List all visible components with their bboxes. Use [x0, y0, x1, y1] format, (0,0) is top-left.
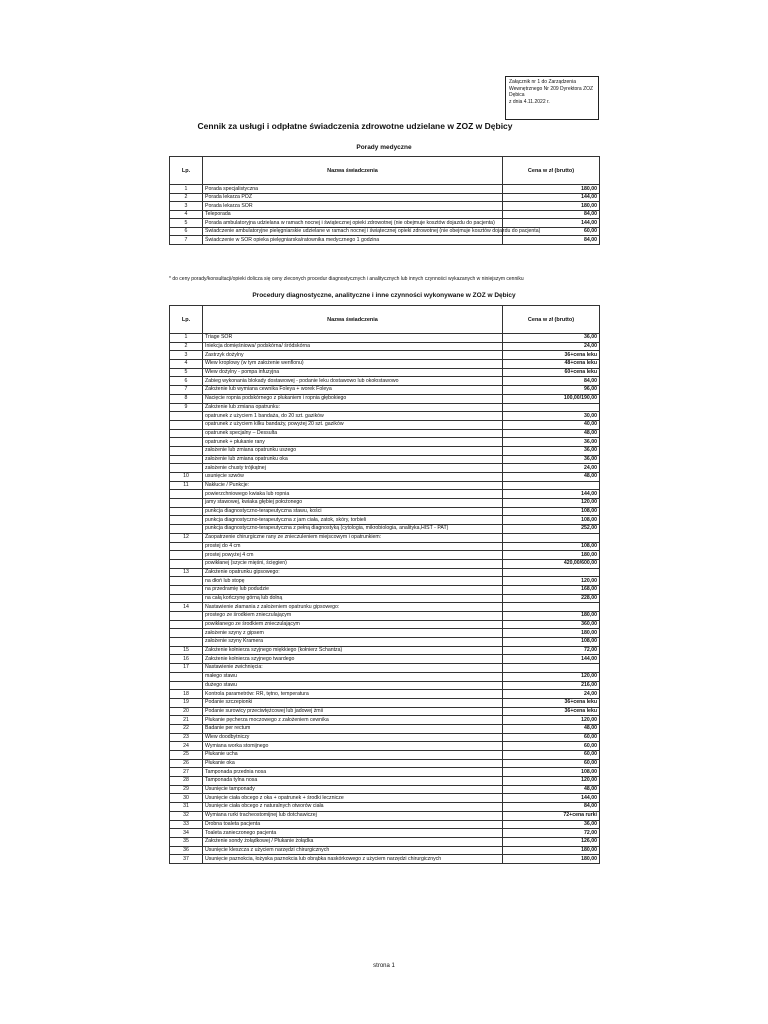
table-row — [170, 420, 600, 429]
row-price: 60,00 — [503, 227, 600, 236]
row-price: 144,00 — [503, 490, 600, 499]
section1-note: * do ceny porady/konsultacji/opieki dolicza się ceny zleconych procedur diagnostycznych i analitycznych lub innych czynności wykazanych w niniejszym cenniku — [169, 276, 524, 282]
table-row — [170, 794, 600, 803]
row-name: powikłanego ze środkiem znieczulającym — [203, 620, 503, 629]
row-lp: 20 — [170, 707, 203, 716]
row-lp: 12 — [170, 533, 203, 542]
row-name: Nakłucie / Punkcje: — [203, 481, 503, 490]
col-header-name: Nazwa świadczenia — [203, 306, 503, 334]
row-lp: 2 — [170, 342, 203, 351]
table-row — [170, 193, 600, 202]
row-price: 48,00 — [503, 473, 600, 482]
row-lp: 23 — [170, 733, 203, 742]
table-row — [170, 516, 600, 525]
table-row — [170, 655, 600, 664]
row-name: Wymiana worka stomijnego — [203, 742, 503, 751]
row-lp: 36 — [170, 846, 203, 855]
row-name: Płukanie pęcherza moczowego z założeniem cewnika — [203, 716, 503, 725]
row-name: punkcja diagnostyczno-terapeutyczna stawu, kości — [203, 507, 503, 516]
row-lp — [170, 629, 203, 638]
row-name: Założenie lub wymiana cewnika Foleya + worek Foleya — [203, 386, 503, 395]
procedures-table-body — [170, 334, 600, 864]
row-price: 108,00 — [503, 768, 600, 777]
row-name: opatrunek specjalny – Dessulta — [203, 429, 503, 438]
row-price: 24,00 — [503, 342, 600, 351]
row-lp: 4 — [170, 210, 203, 219]
row-lp: 5 — [170, 219, 203, 228]
row-price: 48,00 — [503, 785, 600, 794]
table-row — [170, 525, 600, 534]
row-lp — [170, 672, 203, 681]
row-lp — [170, 490, 203, 499]
row-price: 36,00 — [503, 446, 600, 455]
row-name: Usunięcie tamponady — [203, 785, 503, 794]
row-name: Wlew dożylny - pompa infuzyjna — [203, 368, 503, 377]
row-lp — [170, 438, 203, 447]
table-row — [170, 342, 600, 351]
row-price: 84,00 — [503, 803, 600, 812]
row-lp — [170, 455, 203, 464]
row-price: 126,00 — [503, 837, 600, 846]
row-name: Założenie lub zmiana opatrunku: — [203, 403, 503, 412]
row-name: Nastawienie złamania z założeniem opatrunku gipsowego: — [203, 603, 503, 612]
row-name: Usunięcie kleszcza z użyciem narzędzi chirurgicznych — [203, 846, 503, 855]
row-price: 48,00 — [503, 724, 600, 733]
row-lp — [170, 585, 203, 594]
row-lp: 17 — [170, 664, 203, 673]
row-price: 36,00 — [503, 820, 600, 829]
row-lp — [170, 551, 203, 560]
row-price — [503, 664, 600, 673]
row-lp: 7 — [170, 386, 203, 395]
table-row — [170, 533, 600, 542]
row-lp: 32 — [170, 811, 203, 820]
row-name: Porada ambulatoryjna udzielana w ramach nocnej i świątecznej opieki zdrowotnej (nie obejmuje kosztów dojazdu do pacjenta) — [203, 219, 503, 228]
row-lp — [170, 525, 203, 534]
row-name: Wymiana rurki tracheostomijnej lub dotchawiczej — [203, 811, 503, 820]
table-row — [170, 837, 600, 846]
row-name: Badanie per rectum — [203, 724, 503, 733]
table-row — [170, 334, 600, 343]
row-price: 108,00 — [503, 542, 600, 551]
attachment-box — [505, 76, 599, 120]
row-price: 100,00/190,00 — [503, 394, 600, 403]
row-lp: 8 — [170, 394, 203, 403]
row-name: Założenie opatrunku gipsowego: — [203, 568, 503, 577]
row-name: Nacięcie ropnia podskórnego z płukaniem i ropnia głębokiego — [203, 394, 503, 403]
row-price: 24,00 — [503, 464, 600, 473]
table-row — [170, 759, 600, 768]
table-row — [170, 724, 600, 733]
row-name: Drobna toaleta pacjenta — [203, 820, 503, 829]
row-price — [503, 481, 600, 490]
row-lp: 15 — [170, 646, 203, 655]
row-name: opatrunek + płukanie rany — [203, 438, 503, 447]
row-name: Usunięcie paznokcia, łożyska paznokcia lub obrąbka naskórkowego z użyciem narzędzi chirurgicznych — [203, 855, 503, 864]
row-lp: 5 — [170, 368, 203, 377]
table-row — [170, 236, 600, 245]
row-lp: 31 — [170, 803, 203, 812]
row-price: 120,00 — [503, 577, 600, 586]
row-name: na przedramię lub podudzie — [203, 585, 503, 594]
row-price: 36+cena leku — [503, 351, 600, 360]
table-row — [170, 811, 600, 820]
row-name: Porada lekarza SOR — [203, 202, 503, 211]
row-lp: 26 — [170, 759, 203, 768]
row-lp — [170, 681, 203, 690]
row-price: 36,00 — [503, 438, 600, 447]
row-lp: 21 — [170, 716, 203, 725]
row-lp: 34 — [170, 829, 203, 838]
row-name: Płukanie ucha — [203, 751, 503, 760]
row-name: Kontrola parametrów: RR, tętno, temperatura — [203, 690, 503, 699]
row-lp: 13 — [170, 568, 203, 577]
row-name: Zabieg wykonania blokady dostawowej - podanie leku dostawowo lub okołostawowo — [203, 377, 503, 386]
row-price: 72+cena rurki — [503, 811, 600, 820]
row-lp: 24 — [170, 742, 203, 751]
row-price: 36+cena leku — [503, 707, 600, 716]
row-name: opatrunek z użyciem 1 bandaża, do 20 szt. gazików — [203, 412, 503, 421]
row-price: 36,00 — [503, 455, 600, 464]
row-price: 180,00 — [503, 185, 600, 194]
row-lp — [170, 499, 203, 508]
table-row — [170, 219, 600, 228]
col-header-name: Nazwa świadczenia — [203, 157, 503, 185]
row-name: założenie szyny Kramera — [203, 638, 503, 647]
table-row — [170, 542, 600, 551]
section1-heading: Porady medyczne — [356, 144, 412, 151]
row-price: 120,00 — [503, 672, 600, 681]
row-price: 228,00 — [503, 594, 600, 603]
row-price — [503, 533, 600, 542]
row-lp: 33 — [170, 820, 203, 829]
row-name: Założenie sondy żołądkowej / Płukanie żołądka — [203, 837, 503, 846]
row-lp: 30 — [170, 794, 203, 803]
row-lp — [170, 507, 203, 516]
row-name: Założenie kołnierza szyjnego miękkiego (kołnierz Schantza) — [203, 646, 503, 655]
row-name: punkcja diagnostyczno-terapeutyczna z pełną diagnostyką (cytologia, mikrobiologia, analityka,HIST - PAT) — [203, 525, 503, 534]
row-name: założenie lub zmiana opatrunku oka — [203, 455, 503, 464]
row-price: 84,00 — [503, 210, 600, 219]
table-row — [170, 681, 600, 690]
table-row — [170, 351, 600, 360]
table-row — [170, 803, 600, 812]
row-lp: 4 — [170, 360, 203, 369]
table-row — [170, 438, 600, 447]
table-row — [170, 507, 600, 516]
table-row — [170, 629, 600, 638]
row-lp: 11 — [170, 481, 203, 490]
table-row — [170, 559, 600, 568]
table-row — [170, 751, 600, 760]
row-lp: 37 — [170, 855, 203, 864]
row-price: 120,00 — [503, 777, 600, 786]
table-row — [170, 698, 600, 707]
row-name: usunięcie szwów — [203, 473, 503, 482]
table-row — [170, 499, 600, 508]
row-lp — [170, 464, 203, 473]
consultation-table-body — [170, 185, 600, 245]
row-name: Założenie kołnierza szyjnego twardego — [203, 655, 503, 664]
row-price: 84,00 — [503, 377, 600, 386]
row-price: 84,00 — [503, 236, 600, 245]
row-name: Teleporada — [203, 210, 503, 219]
row-lp — [170, 559, 203, 568]
row-name: Wlew kroplowy (w tym założenie wenflonu) — [203, 360, 503, 369]
row-name: jamy stawowej, kwiaka głębiej położonego — [203, 499, 503, 508]
row-name: założenie lub zmiana opatrunku uszego — [203, 446, 503, 455]
col-header-lp: Lp. — [170, 306, 203, 334]
row-lp: 27 — [170, 768, 203, 777]
table-row — [170, 846, 600, 855]
row-name: prostego ze środkiem znieczulającym — [203, 612, 503, 621]
col-header-price: Cena w zł (brutto) — [503, 157, 600, 185]
row-name: Usunięcie ciała obcego z oka + opatrunek + środki lecznicze — [203, 794, 503, 803]
table-row — [170, 568, 600, 577]
row-lp — [170, 638, 203, 647]
row-name: Iniekcja domięśniowa/ podskórna/ śródskórna — [203, 342, 503, 351]
row-lp: 18 — [170, 690, 203, 699]
table-row — [170, 464, 600, 473]
row-name: powikłanej (szycie mięśni, ścięgien) — [203, 559, 503, 568]
table-row — [170, 577, 600, 586]
row-lp — [170, 542, 203, 551]
row-lp — [170, 612, 203, 621]
row-lp — [170, 429, 203, 438]
table-row — [170, 785, 600, 794]
row-price: 180,00 — [503, 855, 600, 864]
row-price: 60,00 — [503, 759, 600, 768]
row-lp: 2 — [170, 193, 203, 202]
table-row — [170, 394, 600, 403]
row-name: Podanie surowicy przeciwtężcowej lub jadowej żmii — [203, 707, 503, 716]
table-row — [170, 707, 600, 716]
row-lp: 3 — [170, 202, 203, 211]
table-row — [170, 672, 600, 681]
row-name: punkcja diagnostyczno-terapeutyczna z jam ciała, zatok, skóry, torbieli — [203, 516, 503, 525]
row-name: Zaopatrzenie chirurgiczne rany ze znieczuleniem miejscowym i opatrunkiem: — [203, 533, 503, 542]
row-lp: 3 — [170, 351, 203, 360]
table-row — [170, 638, 600, 647]
table-row — [170, 368, 600, 377]
row-price — [503, 403, 600, 412]
row-lp — [170, 420, 203, 429]
row-lp: 1 — [170, 334, 203, 343]
row-lp: 25 — [170, 751, 203, 760]
row-lp: 35 — [170, 837, 203, 846]
row-price: 180,00 — [503, 612, 600, 621]
attachment-line: z dnia 4.11.2022 r. — [509, 98, 550, 105]
table-row — [170, 646, 600, 655]
row-price: 144,00 — [503, 219, 600, 228]
row-price: 180,00 — [503, 202, 600, 211]
table-row — [170, 585, 600, 594]
row-price: 144,00 — [503, 794, 600, 803]
row-lp: 14 — [170, 603, 203, 612]
row-name: Tamponada tylna nosa — [203, 777, 503, 786]
row-name: prostej do 4 cm — [203, 542, 503, 551]
row-price: 144,00 — [503, 655, 600, 664]
table-row — [170, 551, 600, 560]
row-name: założenie chusty trójkątnej — [203, 464, 503, 473]
row-price: 60,00 — [503, 733, 600, 742]
row-lp — [170, 446, 203, 455]
row-name: Tamponada przednia nosa — [203, 768, 503, 777]
row-name: Podanie szczepionki — [203, 698, 503, 707]
row-lp: 22 — [170, 724, 203, 733]
table-row — [170, 412, 600, 421]
row-price: 144,00 — [503, 193, 600, 202]
table-row — [170, 490, 600, 499]
row-lp: 7 — [170, 236, 203, 245]
row-lp: 6 — [170, 227, 203, 236]
row-lp — [170, 594, 203, 603]
row-lp — [170, 577, 203, 586]
row-price: 60+cena leku — [503, 368, 600, 377]
consultation-table — [169, 156, 600, 245]
row-name: Świadczenie ambulatoryjne pielęgniarskie udzielane w ramach nocnej i świątecznej opieki zdrowotnej (nie obejmuje kosztów dojazdu do pacjenta) — [203, 227, 503, 236]
row-price: 180,00 — [503, 629, 600, 638]
row-price: 180,00 — [503, 846, 600, 855]
document-title: Cennik za usługi i odpłatne świadczenia zdrowotne udzielane w ZOZ w Dębicy — [197, 121, 513, 131]
table-row — [170, 446, 600, 455]
row-lp: 28 — [170, 777, 203, 786]
row-name: prostej powyżej 4 cm — [203, 551, 503, 560]
procedures-table — [169, 305, 600, 864]
row-name: Toaleta zanieczonego pacjenta — [203, 829, 503, 838]
row-lp: 9 — [170, 403, 203, 412]
attachment-line: Załącznik nr 1 do Zarządzenia — [509, 79, 576, 85]
row-name: Zastrzyk dożylny — [203, 351, 503, 360]
table-row — [170, 210, 600, 219]
row-price: 216,00 — [503, 681, 600, 690]
row-price: 252,00 — [503, 525, 600, 534]
section2-heading: Procedury diagnostyczne, analityczne i inne czynności wykonywane w ZOZ w Dębicy — [252, 292, 516, 299]
row-price: 96,00 — [503, 386, 600, 395]
row-price: 168,00 — [503, 585, 600, 594]
table-row — [170, 429, 600, 438]
table-row — [170, 603, 600, 612]
row-name: Wlew doodbytniczy — [203, 733, 503, 742]
row-lp: 10 — [170, 473, 203, 482]
row-name: Nastawienie zwichnięcia: — [203, 664, 503, 673]
row-price: 40,00 — [503, 420, 600, 429]
col-header-price: Cena w zł (brutto) — [503, 306, 600, 334]
row-price: 108,00 — [503, 638, 600, 647]
row-lp — [170, 620, 203, 629]
row-price: 24,00 — [503, 690, 600, 699]
row-price: 36,00 — [503, 334, 600, 343]
table-row — [170, 377, 600, 386]
row-price: 108,00 — [503, 507, 600, 516]
row-name: małego stawu — [203, 672, 503, 681]
row-price: 48+cena leku — [503, 360, 600, 369]
attachment-line: Wewnętrznego Nr 209 Dyrektora ZOZ Dębica — [509, 85, 594, 98]
table-row — [170, 855, 600, 864]
row-price: 30,00 — [503, 412, 600, 421]
table-row — [170, 733, 600, 742]
table-row — [170, 386, 600, 395]
row-price: 420,00/600,00 — [503, 559, 600, 568]
row-name: Porada specjalistyczna — [203, 185, 503, 194]
table-row — [170, 227, 600, 236]
row-name: Płukanie oka — [203, 759, 503, 768]
row-price: 60,00 — [503, 742, 600, 751]
table-row — [170, 481, 600, 490]
table-row — [170, 360, 600, 369]
row-name: Świadczenie w SOR opieka pielęgniarska/ratownika medycznego 1 godzina — [203, 236, 503, 245]
row-price: 120,00 — [503, 716, 600, 725]
table-row — [170, 455, 600, 464]
row-lp: 6 — [170, 377, 203, 386]
table-row — [170, 777, 600, 786]
row-name: na dłoń lub stopę — [203, 577, 503, 586]
table-row — [170, 594, 600, 603]
table-row — [170, 829, 600, 838]
row-lp — [170, 412, 203, 421]
row-price: 48,00 — [503, 429, 600, 438]
col-header-lp: Lp. — [170, 157, 203, 185]
row-name: powierzchniowego kwiaka lub ropnia — [203, 490, 503, 499]
row-lp: 19 — [170, 698, 203, 707]
row-name: na całą kończynę górną lub dolną — [203, 594, 503, 603]
table-row — [170, 185, 600, 194]
row-price: 360,00 — [503, 620, 600, 629]
table-row — [170, 690, 600, 699]
row-lp: 1 — [170, 185, 203, 194]
row-price: 72,00 — [503, 646, 600, 655]
row-name: Triage SOR — [203, 334, 503, 343]
row-price: 72,00 — [503, 829, 600, 838]
row-price — [503, 603, 600, 612]
row-price — [503, 568, 600, 577]
table-row — [170, 612, 600, 621]
table-row — [170, 742, 600, 751]
row-lp: 16 — [170, 655, 203, 664]
table-row — [170, 820, 600, 829]
row-name: Usunięcie ciała obcego z naturalnych otworów ciała — [203, 803, 503, 812]
row-name: założenie szyny z gipsem — [203, 629, 503, 638]
page-number: strona 1 — [373, 963, 395, 969]
table-row — [170, 202, 600, 211]
row-price: 60,00 — [503, 751, 600, 760]
row-lp: 29 — [170, 785, 203, 794]
table-row — [170, 768, 600, 777]
table-row — [170, 664, 600, 673]
row-name: Porada lekarza POZ — [203, 193, 503, 202]
table-row — [170, 473, 600, 482]
table-row — [170, 403, 600, 412]
table-row — [170, 620, 600, 629]
row-price: 120,00 — [503, 499, 600, 508]
row-price: 36+cena leku — [503, 698, 600, 707]
row-price: 180,00 — [503, 551, 600, 560]
table-row — [170, 716, 600, 725]
row-lp — [170, 516, 203, 525]
row-name: dużego stawu — [203, 681, 503, 690]
row-price: 108,00 — [503, 516, 600, 525]
row-name: opatrunek z użyciem kilku bandaży, powyżej 20 szt. gazików — [203, 420, 503, 429]
